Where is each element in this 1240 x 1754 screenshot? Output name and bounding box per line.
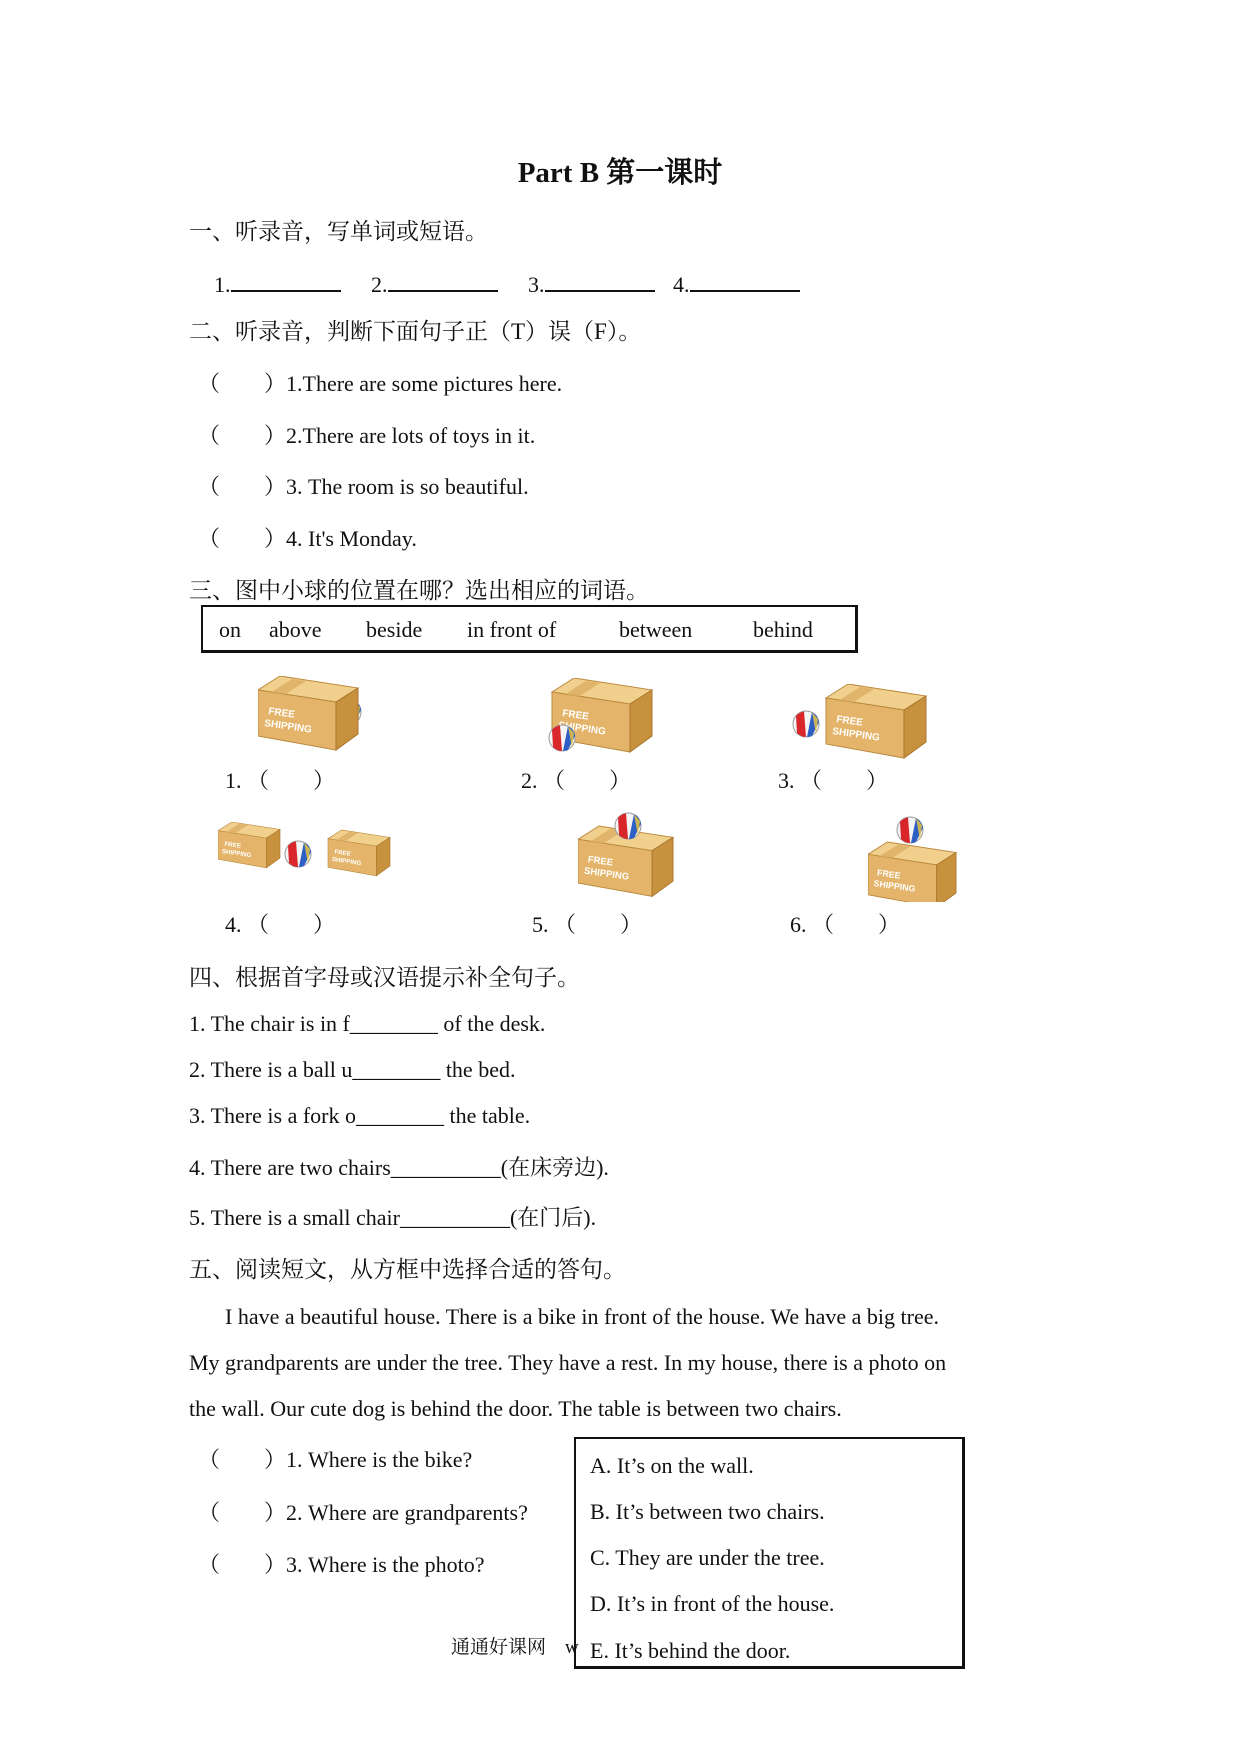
blank-item-label: 1. — [214, 272, 231, 297]
picture-label-4[interactable]: 4. （ ） — [225, 912, 336, 937]
box-with-ball-picture-2 — [548, 678, 668, 764]
fill-sentence-2[interactable]: 2. There is a ball u________ the bed. — [189, 1057, 516, 1082]
answer-option-e: E. It’s behind the door. — [590, 1638, 791, 1663]
passage-line-3: the wall. Our cute dog is behind the door. The table is between two chairs. — [189, 1396, 842, 1421]
ball-icon — [897, 817, 923, 843]
picture-label-6[interactable]: 6. （ ） — [790, 912, 901, 937]
fill-sentence-1[interactable]: 1. The chair is in f________ of the desk. — [189, 1011, 546, 1036]
box-with-ball-picture-6 — [868, 816, 968, 902]
ball-icon — [793, 711, 819, 737]
carton-icon — [868, 842, 956, 902]
fill-sentence-4[interactable]: 4. There are two chairs__________(在床旁边). — [189, 1155, 609, 1180]
word-option: in front of — [467, 617, 557, 642]
carton-icon — [258, 676, 358, 750]
blank-item-label: 4. — [673, 272, 690, 297]
section-3-heading: 三、图中小球的位置在哪？选出相应的词语。 — [189, 578, 649, 603]
section-2-heading: 二、听录音，判断下面句子正（T）误（F）。 — [189, 319, 642, 344]
reading-question-2[interactable]: （ ）2. Where are grandparents? — [198, 1500, 528, 1525]
carton-icon — [826, 684, 926, 758]
box-with-ball-picture-3 — [790, 684, 930, 766]
word-option: beside — [366, 617, 423, 642]
word-option: on — [219, 617, 241, 642]
blank-item-label: 2. — [371, 272, 388, 297]
carton-icon — [218, 822, 280, 868]
tf-item-1[interactable]: （ ）1.There are some pictures here. — [198, 371, 563, 396]
footer-watermark: 通通好课网 w — [451, 1637, 579, 1658]
tf-item-3[interactable]: （ ）3. The room is so beautiful. — [198, 474, 529, 499]
box-with-ball-picture-5 — [578, 812, 688, 902]
picture-label-3[interactable]: 3. （ ） — [778, 768, 889, 793]
box-with-ball-picture-4 — [218, 822, 393, 890]
blank-item-4[interactable] — [673, 268, 800, 298]
reading-question-1[interactable]: （ ）1. Where is the bike? — [198, 1447, 473, 1472]
answer-blank[interactable] — [231, 268, 341, 292]
section-4-heading: 四、根据首字母或汉语提示补全句子。 — [189, 965, 580, 990]
answer-option-c: C. They are under the tree. — [590, 1545, 825, 1570]
ball-icon — [285, 841, 311, 867]
word-option: behind — [753, 617, 813, 642]
answer-option-a: A. It’s on the wall. — [590, 1453, 754, 1478]
passage-line-1: I have a beautiful house. There is a bike in front of the house. We have a big tree. — [225, 1304, 940, 1329]
answer-option-b: B. It’s between two chairs. — [590, 1499, 825, 1524]
fill-sentence-3[interactable]: 3. There is a fork o________ the table. — [189, 1103, 531, 1128]
answer-options-box — [574, 1437, 965, 1669]
answer-option-d: D. It’s in front of the house. — [590, 1591, 835, 1616]
section-5-heading: 五、阅读短文，从方框中选择合适的答句。 — [189, 1257, 626, 1282]
picture-label-2[interactable]: 2. （ ） — [521, 768, 632, 793]
answer-blank[interactable] — [388, 268, 498, 292]
word-bank-box — [201, 605, 858, 653]
ball-icon — [549, 725, 575, 751]
word-option: above — [269, 617, 322, 642]
tf-item-4[interactable]: （ ）4. It's Monday. — [198, 526, 417, 551]
passage-line-2: My grandparents are under the tree. They have a rest. In my house, there is a photo on — [189, 1350, 947, 1375]
page-title: Part B 第一课时 — [517, 157, 723, 189]
blank-item-3[interactable] — [528, 268, 655, 298]
tf-item-2[interactable]: （ ）2.There are lots of toys in it. — [198, 423, 536, 448]
blank-item-2[interactable] — [371, 268, 498, 298]
box-with-ball-picture-1 — [258, 676, 366, 756]
carton-icon — [328, 830, 390, 876]
word-option: between — [619, 617, 693, 642]
ball-icon — [615, 813, 641, 839]
picture-label-1[interactable]: 1. （ ） — [225, 768, 336, 793]
answer-blank[interactable] — [545, 268, 655, 292]
section-1-heading: 一、听录音，写单词或短语。 — [189, 219, 488, 244]
picture-label-5[interactable]: 5. （ ） — [532, 912, 643, 937]
blank-item-1[interactable] — [214, 268, 341, 298]
answer-blank[interactable] — [690, 268, 800, 292]
blank-item-label: 3. — [528, 272, 545, 297]
reading-question-3[interactable]: （ ）3. Where is the photo? — [198, 1552, 485, 1577]
fill-sentence-5[interactable]: 5. There is a small chair__________(在门后). — [189, 1205, 597, 1230]
